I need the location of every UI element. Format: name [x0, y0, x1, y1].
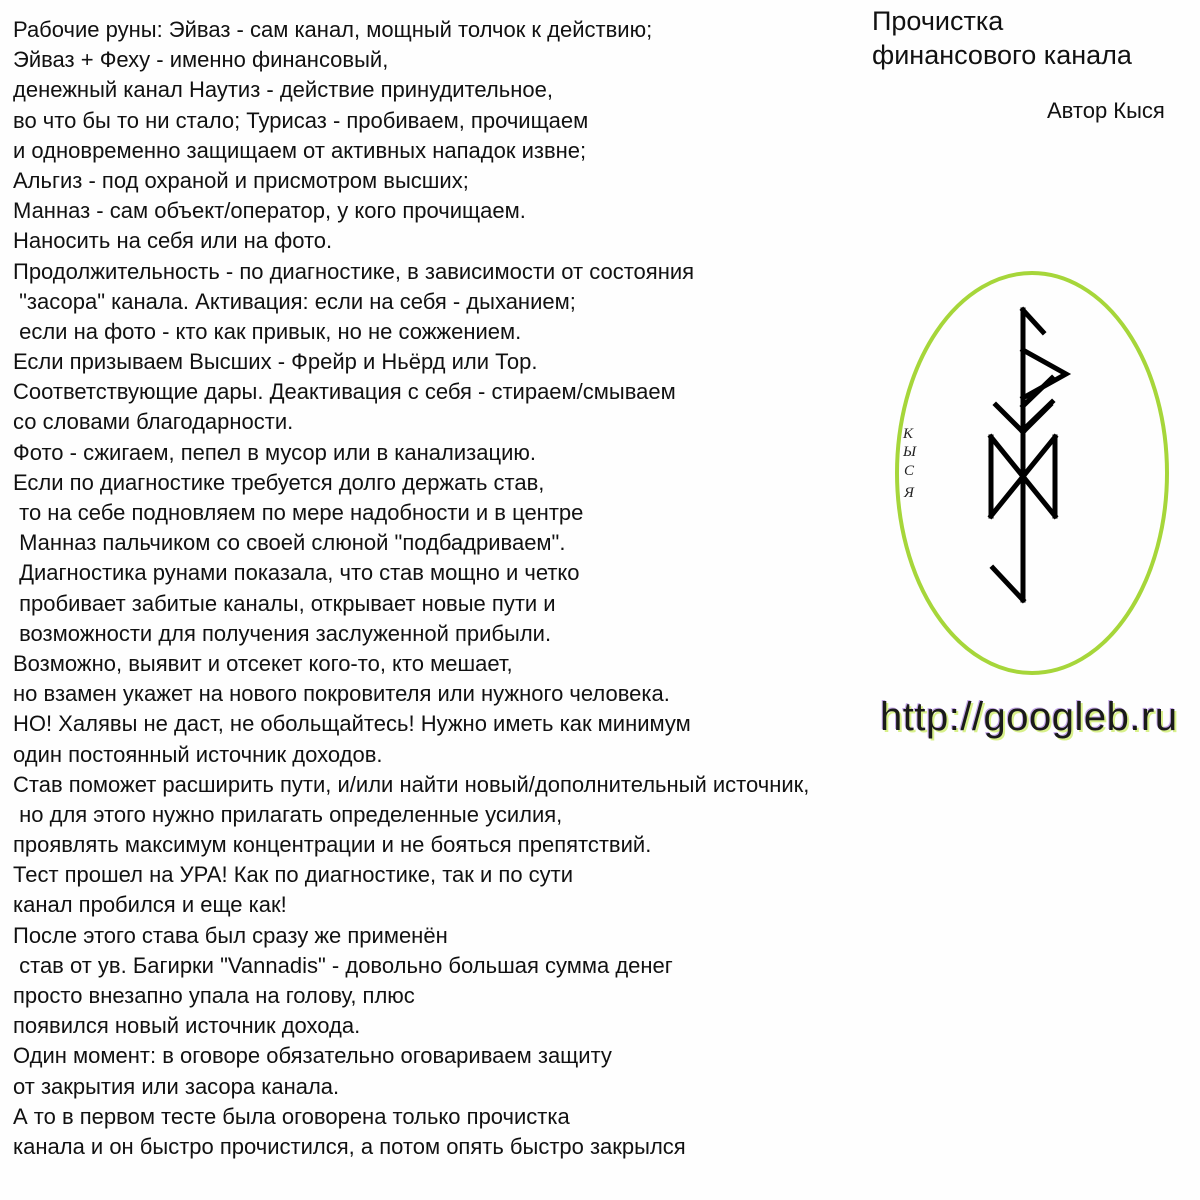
- text-line: от закрытия или засора канала.: [13, 1073, 340, 1099]
- title-line: Прочистка: [872, 6, 1004, 36]
- text-line: Став поможет расширить пути, и/или найти новый/дополнительный источник,: [13, 771, 810, 797]
- text-line: но для этого нужно прилагать определенные усилия,: [13, 801, 563, 827]
- page-title: [872, 4, 1132, 72]
- title-line: финансового канала: [872, 40, 1132, 70]
- text-line: А то в первом тесте была оговорена только прочистка: [13, 1103, 570, 1129]
- text-line: появился новый источник дохода.: [13, 1013, 361, 1039]
- signature-letter: К: [903, 426, 913, 442]
- text-line: Диагностика рунами показала, что став мощно и четко: [13, 560, 580, 586]
- text-line: Возможно, выявит и отсекет кого-то, кто мешает,: [13, 650, 513, 676]
- signature-letter: Ы: [903, 444, 917, 460]
- author-credit: Автор Кыся: [1047, 98, 1165, 123]
- text-line: возможности для получения заслуженной прибыли.: [13, 620, 552, 646]
- signature-letter: Я: [904, 485, 914, 501]
- text-line: во что бы то ни стало; Турисаз - пробиваем, прочищаем: [13, 107, 589, 133]
- text-line: став от ув. Багирки "Vannadis" - довольно большая сумма денег: [13, 952, 673, 978]
- text-line: Эйваз + Феху - именно финансовый,: [13, 47, 389, 73]
- text-line: но взамен укажет на нового покровителя или нужного человека.: [13, 681, 670, 707]
- text-line: просто внезапно упала на голову, плюс: [13, 983, 415, 1008]
- rune-glyph: [991, 310, 1066, 600]
- text-line: со словами благодарности.: [13, 409, 294, 435]
- text-line: Если по диагностике требуется долго держать став,: [13, 469, 545, 495]
- text-line: Манназ - сам объект/оператор, у кого прочищаем.: [13, 198, 526, 224]
- text-line: Тест прошел на УРА! Как по диагностике, так и по сути: [13, 862, 574, 888]
- text-line: канала и он быстро прочистился, а потом опять быстро закрылся: [13, 1133, 686, 1159]
- text-line: один постоянный источник доходов.: [13, 741, 383, 767]
- text-line: если на фото - кто как привык, но не сожжением.: [13, 318, 522, 344]
- text-line: Альгиз - под охраной и присмотром высших;: [13, 167, 469, 193]
- text-line: НО! Халявы не даст, не обольщайтесь! Нужно иметь как минимум: [13, 711, 691, 737]
- watermark-url: http://googleb.ru: [880, 695, 1178, 739]
- text-line: денежный канал Наутиз - действие принудительное,: [13, 77, 553, 103]
- text-line: проявлять максимум концентрации и не бояться препятствий.: [13, 832, 652, 858]
- text-line: Рабочие руны: Эйваз - сам канал, мощный толчок к действию;: [13, 17, 653, 42]
- text-line: Фото - сжигаем, пепел в мусор или в канализацию.: [13, 439, 536, 465]
- text-line: пробивает забитые каналы, открывает новые пути и: [13, 590, 556, 616]
- signature-letter: С: [904, 463, 915, 479]
- text-line: После этого става был сразу же применён: [13, 922, 448, 948]
- text-line: канал пробился и еще как!: [13, 892, 287, 918]
- text-line: Один момент: в оговоре обязательно оговариваем защиту: [13, 1043, 612, 1069]
- text-line: Манназ пальчиком со своей слюной "подбадриваем".: [13, 530, 566, 556]
- text-line: то на себе подновляем по мере надобности и в центре: [13, 500, 584, 525]
- text-line: "засора" канала. Активация: если на себя - дыханием;: [13, 288, 576, 314]
- text-line: Соответствующие дары. Деактивация с себя - стираем/смываем: [13, 379, 676, 405]
- text-line: Наносить на себя или на фото.: [13, 228, 333, 254]
- text-line: и одновременно защищаем от активных нападок извне;: [13, 137, 587, 163]
- rune-stave-image: [880, 270, 1180, 690]
- article-body: [13, 15, 973, 1162]
- text-line: Если призываем Высших - Фрейр и Ньёрд или Тор.: [13, 349, 538, 375]
- green-ellipse: [897, 273, 1167, 673]
- kysya-signature: [902, 426, 917, 501]
- text-line: Продолжительность - по диагностике, в зависимости от состояния: [13, 258, 695, 284]
